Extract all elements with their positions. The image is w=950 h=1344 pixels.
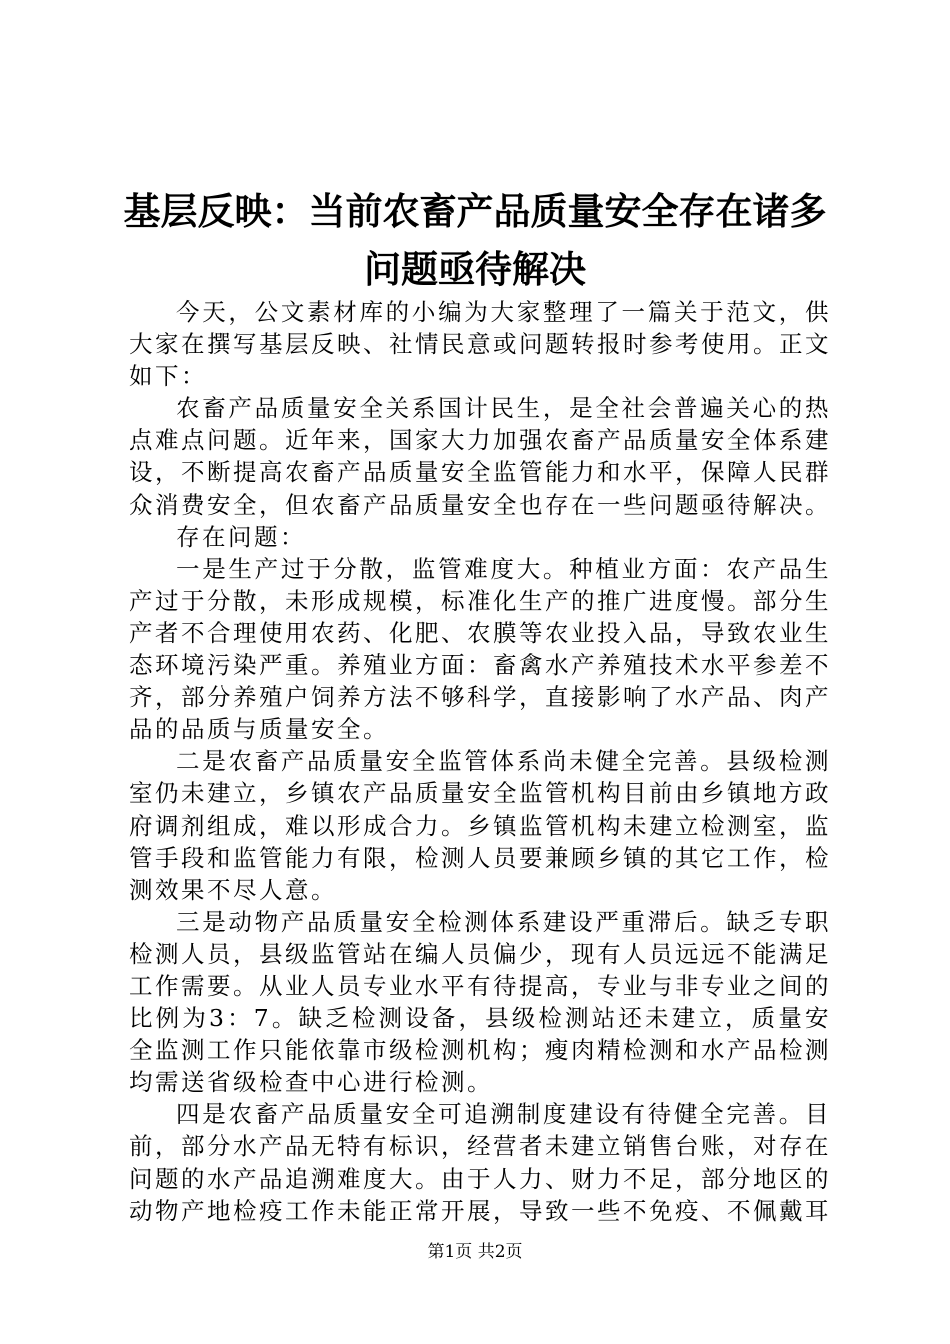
paragraph-issue-1: 一是生产过于分散，监管难度大。种植业方面：农产品生产过于分散，未形成规模，标准化生产的推广进度慢。部分生产者不合理使用农药、化肥、农膜等农业投入品，导致农业生态环境污染严重。养殖业方面：畜禽水产养殖技术水平参差不齐，部分养殖户饲养方法不够科学，直接影响了水产品、肉产品的品质与质量安全。 [129,554,831,744]
paragraph-issue-4: 四是农畜产品质量安全可追溯制度建设有待健全完善。目前，部分水产品无特有标识，经营者未建立销售台账，对存在问题的水产品追溯难度大。由于人力、财力不足，部分地区的动物产地检疫工作未能正常开展，导致一些不免疫、不佩戴耳 [129,1100,831,1225]
document-title: 基层反映：当前农畜产品质量安全存在诸多问题亟待解决 [123,189,827,291]
paragraph-intro: 今天，公文素材库的小编为大家整理了一篇关于范文，供大家在撰写基层反映、社情民意或问题转报时参考使用。正文如下： [129,298,831,391]
paragraph-issue-3: 三是动物产品质量安全检测体系建设严重滞后。缺乏专职检测人员，县级监管站在编人员偏少，现有人员远远不能满足工作需要。从业人员专业水平有待提高，专业与非专业之间的比例为3：7。缺乏检测设备，县级检测站还未建立，质量安全监测工作只能依靠市级检测机构；瘦肉精检测和水产品检测均需送省级检查中心进行检测。 [129,907,831,1097]
document-body [129,296,831,1227]
paragraph-issue-2: 二是农畜产品质量安全监管体系尚未健全完善。县级检测室仍未建立，乡镇农产品质量安全监管机构目前由乡镇地方政府调剂组成，难以形成合力。乡镇监管机构未建立检测室，监管手段和监管能力有限，检测人员要兼顾乡镇的其它工作，检测效果不尽人意。 [129,747,831,904]
paragraph-issues-heading: 存在问题： [176,522,306,551]
paragraph-background: 农畜产品质量安全关系国计民生，是全社会普遍关心的热点难点问题。近年来，国家大力加强农畜产品质量安全体系建设，不断提高农畜产品质量安全监管能力和水平，保障人民群众消费安全，但农畜产品质量安全也存在一些问题亟待解决。 [129,394,831,519]
page-number-footer: 第1页 共2页 [427,1242,523,1262]
